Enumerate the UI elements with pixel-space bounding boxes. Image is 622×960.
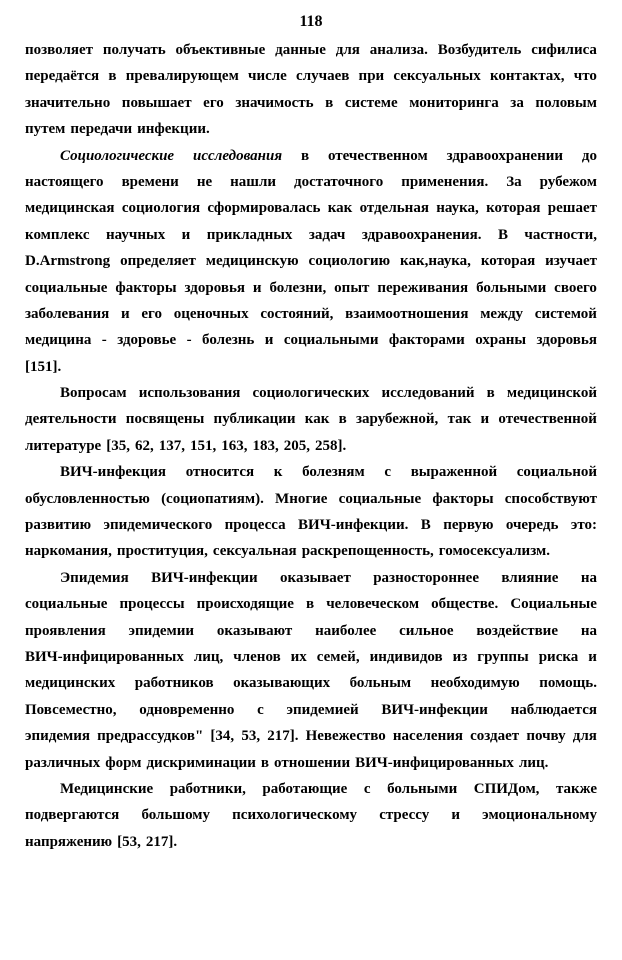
paragraph	[25, 143, 597, 381]
word: в	[338, 411, 347, 428]
word: 205,	[283, 437, 310, 454]
word: ВИЧ-инфекция	[60, 464, 167, 481]
text-line	[25, 486, 597, 512]
word: обществе.	[431, 596, 499, 613]
word: для	[572, 728, 597, 745]
word: работников	[134, 675, 214, 692]
word: которая	[480, 253, 536, 270]
word: зарубежной,	[355, 411, 439, 428]
text-line	[25, 591, 597, 617]
word: индивидов	[369, 648, 443, 665]
word: Эпидемия	[60, 569, 129, 586]
word: работники,	[169, 780, 246, 797]
word: болезням	[302, 464, 365, 481]
paragraph	[25, 776, 597, 855]
word: почву	[526, 728, 566, 745]
word: передаётся	[25, 68, 100, 85]
word: первую	[443, 517, 494, 534]
word: влияние	[501, 569, 559, 586]
text-line	[25, 143, 597, 169]
word: исследования	[192, 147, 283, 164]
word: помощь.	[539, 675, 597, 692]
word: ВИЧ-инфекции.	[298, 517, 409, 534]
word: позволяет	[25, 42, 94, 58]
word: здоровья	[536, 332, 597, 349]
word: медицинскую	[205, 253, 299, 270]
word: данные	[275, 42, 326, 58]
word: социологию	[308, 253, 391, 270]
word: своего	[554, 279, 597, 296]
word: использования	[138, 385, 241, 402]
word: 62,	[134, 437, 154, 454]
word: в	[486, 385, 495, 402]
word: сексуальных	[393, 68, 481, 85]
word: с	[384, 464, 392, 481]
word: -	[101, 332, 107, 349]
word: членов	[233, 648, 281, 665]
word: [53,	[117, 833, 141, 850]
word: социальные	[338, 490, 422, 507]
word: системой	[534, 305, 597, 322]
word: факторы	[432, 490, 494, 507]
word: социальной	[516, 464, 597, 481]
word: рубежом	[539, 173, 597, 190]
word: Вопросам	[60, 385, 127, 402]
word: наиболее	[315, 622, 377, 639]
word: Повсеместно,	[25, 701, 117, 718]
word: на	[580, 569, 597, 586]
word: сексуальная	[212, 543, 297, 560]
word: больным	[349, 675, 412, 692]
word: эпидемического	[103, 517, 213, 534]
text-line	[25, 538, 597, 564]
text-line	[25, 406, 597, 432]
word: опыт	[334, 279, 370, 296]
text-line	[25, 37, 597, 63]
word: больными	[476, 279, 547, 296]
word: и	[480, 411, 490, 428]
word: эпидемии	[128, 622, 195, 639]
word: нашли	[230, 173, 277, 190]
word: литературе	[25, 437, 102, 454]
word: эпидемией	[286, 701, 359, 718]
word: эпидемия	[25, 728, 90, 745]
word: в	[325, 94, 334, 111]
word: ВИЧ-инфекции	[151, 569, 258, 586]
text-line	[25, 222, 597, 248]
text-line	[25, 327, 597, 353]
word: как	[304, 411, 330, 428]
word: 163,	[221, 437, 248, 454]
word: задач	[308, 226, 346, 243]
word: дискриминации	[146, 754, 256, 771]
word: медицина	[25, 332, 92, 349]
word: развитию	[25, 517, 92, 534]
word: Возбудитель	[437, 42, 522, 58]
word: в	[108, 68, 117, 85]
word: в	[305, 596, 315, 613]
word: оказывающих	[233, 675, 331, 692]
word: системе	[344, 94, 398, 111]
word: здравоохранении	[446, 147, 563, 164]
word: создает	[470, 728, 520, 745]
word: в	[300, 147, 310, 164]
text-line	[25, 776, 597, 802]
word: медицинской	[506, 385, 597, 402]
word: деятельности	[25, 411, 117, 428]
word: населения	[392, 728, 463, 745]
text-line	[25, 644, 597, 670]
text-line	[25, 380, 597, 406]
text-line	[25, 670, 597, 696]
word: значимость	[235, 94, 314, 111]
text-line	[25, 116, 597, 142]
word: процессы	[119, 596, 185, 613]
word: времени	[121, 173, 179, 190]
word: с	[363, 780, 371, 797]
word: на	[580, 622, 597, 639]
word: (социопатиям).	[161, 490, 264, 507]
word: переживания	[377, 279, 469, 296]
word: социальные	[25, 596, 108, 613]
word: человеческом	[326, 596, 420, 613]
text-line	[25, 802, 597, 828]
word: в	[260, 754, 270, 771]
text-line	[25, 248, 597, 274]
word: их	[290, 648, 307, 665]
word: различных	[25, 754, 101, 771]
word: проявления	[25, 622, 106, 639]
word: За	[506, 173, 522, 190]
word: ВИЧ-инфицированных	[25, 648, 184, 665]
word: В	[420, 517, 431, 534]
word: предрассудков"	[97, 728, 204, 745]
text-line	[25, 90, 597, 116]
word: сформировалась	[207, 200, 321, 217]
word: болезни,	[269, 279, 327, 296]
text-line	[25, 723, 597, 749]
word: для	[335, 42, 360, 58]
word: обусловленностью	[25, 490, 150, 507]
word: выраженной	[410, 464, 498, 481]
word: 137,	[158, 437, 185, 454]
word: 53,	[241, 728, 261, 745]
word: частности,	[524, 226, 597, 243]
word: происходящие	[196, 596, 294, 613]
word: к	[273, 464, 283, 481]
word: изучает	[545, 253, 597, 270]
word: социологических	[252, 385, 370, 402]
word: определяет	[120, 253, 196, 270]
page-number: 118	[299, 13, 323, 30]
word: факторами	[388, 332, 465, 349]
word: подвергаются	[25, 807, 120, 824]
word: и	[252, 279, 262, 296]
word: Социальные	[510, 596, 597, 613]
word: D.Armstrong	[25, 253, 111, 270]
word: объективные	[175, 42, 266, 58]
word: между	[480, 305, 524, 322]
word: разностороннее	[373, 569, 480, 586]
word: как,наука,	[400, 253, 471, 270]
word: и	[120, 305, 130, 322]
word: медицинская	[25, 200, 115, 217]
text-line	[25, 275, 597, 301]
paragraph	[25, 459, 597, 565]
paragraph	[25, 380, 597, 459]
word: настоящего	[25, 173, 104, 190]
word: больными	[387, 780, 458, 797]
word: отечественном	[327, 147, 428, 164]
word: применения.	[401, 173, 489, 190]
paragraph	[25, 37, 597, 143]
word: это:	[570, 517, 597, 534]
word: оказывают	[216, 622, 293, 639]
text-line	[25, 195, 597, 221]
word: психологическому	[232, 807, 358, 824]
word: и	[588, 648, 597, 665]
word: процесса	[224, 517, 286, 534]
word: 258].	[314, 437, 347, 454]
word: которая	[486, 200, 541, 217]
word: ВИЧ-инфекции	[381, 701, 488, 718]
word: Социологические	[60, 147, 175, 164]
text-line	[25, 618, 597, 644]
word: анализа.	[369, 42, 428, 58]
word: гомосексуализм.	[438, 543, 550, 560]
word: и	[264, 332, 274, 349]
word: здравоохранения.	[361, 226, 482, 243]
word: Медицинские	[60, 780, 154, 797]
word: как	[327, 200, 353, 217]
text-body	[25, 37, 597, 855]
text-line	[25, 433, 597, 459]
word: передачи	[70, 121, 133, 138]
word: здоровья	[184, 279, 245, 296]
word: сифилиса	[531, 42, 597, 58]
word: болезнь	[202, 332, 255, 349]
word: случаев	[296, 68, 350, 85]
text-line	[25, 565, 597, 591]
text-line	[25, 829, 597, 855]
word: половым	[535, 94, 597, 111]
word: СПИДом,	[473, 780, 540, 797]
word: числе	[248, 68, 287, 85]
word: охраны	[475, 332, 527, 349]
word: с	[257, 701, 264, 718]
word: большому	[141, 807, 211, 824]
word: превалирующем	[125, 68, 239, 85]
word: его	[141, 305, 162, 322]
word: эмоциональному	[482, 807, 597, 824]
word: необходимую	[430, 675, 520, 692]
word: 217].	[267, 728, 299, 745]
text-line	[25, 301, 597, 327]
word: контактах,	[489, 68, 565, 85]
word: повышает	[121, 94, 192, 111]
word: значительно	[25, 94, 111, 111]
word: стрессу	[379, 807, 430, 824]
word: взаимоотношения	[345, 305, 469, 322]
word: из	[452, 648, 468, 665]
word: проституция,	[116, 543, 208, 560]
word: семей,	[316, 648, 360, 665]
word: 151,	[189, 437, 217, 454]
word: не	[196, 173, 213, 190]
word: научных	[106, 226, 166, 243]
word: наркомания,	[25, 543, 112, 560]
text-line	[25, 459, 597, 485]
word: его	[203, 94, 224, 111]
word: путем	[25, 121, 66, 138]
word: прикладных	[206, 226, 293, 243]
word: очередь	[505, 517, 559, 534]
word: риска	[538, 648, 579, 665]
word: и	[181, 226, 191, 243]
word: В	[497, 226, 508, 243]
word: относится	[185, 464, 255, 481]
word: также	[555, 780, 597, 797]
word: ВИЧ-инфицированных	[355, 754, 514, 771]
text-line	[25, 512, 597, 538]
word: комплекс	[25, 226, 90, 243]
word: -	[186, 332, 192, 349]
paragraph	[25, 565, 597, 776]
word: группы	[477, 648, 529, 665]
text-line	[25, 697, 597, 723]
word: так	[447, 411, 472, 428]
word: напряжению	[25, 833, 113, 850]
word: 183,	[252, 437, 279, 454]
word: до	[581, 147, 597, 164]
word: что	[573, 68, 597, 85]
word: публикации	[213, 411, 296, 428]
word: здоровье	[117, 332, 177, 349]
word: работающие	[262, 780, 348, 797]
word: наука,	[436, 200, 479, 217]
word: способствуют	[504, 490, 597, 507]
word: отдельная	[359, 200, 429, 217]
word: факторы	[115, 279, 177, 296]
word: раскрепощенность,	[301, 543, 434, 560]
text-line	[25, 169, 597, 195]
word: при	[358, 68, 385, 85]
word: сильное	[399, 622, 454, 639]
word: оценочных	[173, 305, 249, 322]
word: получать	[102, 42, 166, 58]
word: отечественной	[498, 411, 597, 428]
word: достаточного	[294, 173, 384, 190]
word: Невежество	[305, 728, 386, 745]
word: [151].	[25, 358, 62, 375]
word: Многие	[275, 490, 328, 507]
word: исследований	[381, 385, 475, 402]
word: социология	[121, 200, 201, 217]
word: состояний,	[260, 305, 334, 322]
word: 217].	[145, 833, 178, 850]
word: мониторинга	[409, 94, 499, 111]
word: отношении	[274, 754, 351, 771]
word: и	[451, 807, 460, 824]
word: [35,	[106, 437, 130, 454]
word: решает	[547, 200, 597, 217]
word: за	[510, 94, 524, 111]
word: наблюдается	[510, 701, 597, 718]
word: лиц.	[518, 754, 549, 771]
word: воздействие	[476, 622, 558, 639]
word: заболевания	[25, 305, 110, 322]
word: оказывает	[280, 569, 351, 586]
text-line	[25, 354, 597, 380]
word: [34,	[210, 728, 235, 745]
word: медицинских	[25, 675, 116, 692]
word: одновременно	[139, 701, 235, 718]
word: социальными	[283, 332, 379, 349]
word: лиц,	[193, 648, 224, 665]
text-line	[25, 750, 597, 776]
word: социальные	[25, 279, 108, 296]
word: посвящены	[125, 411, 205, 428]
word: форм	[105, 754, 142, 771]
text-line	[25, 63, 597, 89]
word: инфекции.	[137, 121, 210, 138]
